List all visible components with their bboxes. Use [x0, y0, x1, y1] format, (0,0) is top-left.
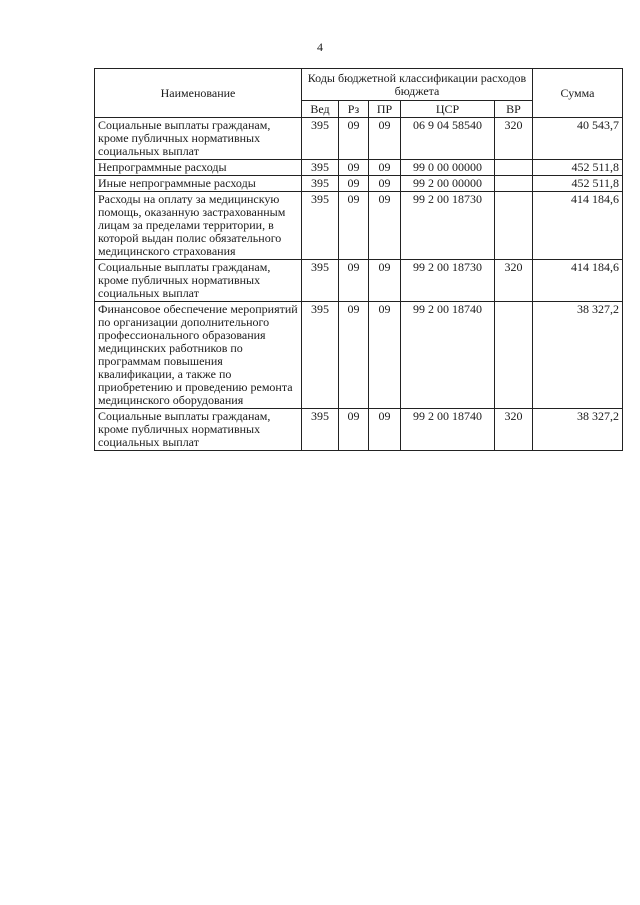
cell-pr: 09	[369, 409, 401, 451]
cell-vr	[495, 160, 533, 176]
cell-name: Социальные выплаты гражданам, кроме публичных нормативных социальных выплат	[95, 260, 302, 302]
cell-csr: 99 2 00 18730	[401, 260, 495, 302]
cell-sum: 452 511,8	[533, 160, 623, 176]
cell-csr: 99 2 00 18740	[401, 409, 495, 451]
table-row	[95, 302, 623, 409]
budget-table	[94, 68, 623, 451]
cell-ved: 395	[302, 192, 339, 260]
cell-name: Социальные выплаты гражданам, кроме публичных нормативных социальных выплат	[95, 118, 302, 160]
cell-vr: 320	[495, 118, 533, 160]
cell-vr: 320	[495, 260, 533, 302]
header-row-top	[95, 69, 623, 101]
cell-name: Финансовое обеспечение мероприятий по организации дополнительного профессионального образования медицинских работников по программам повышения квалификации, а также по приобретению и проведению ремонта медицинского оборудования	[95, 302, 302, 409]
cell-name: Непрограммные расходы	[95, 160, 302, 176]
header-codes-group: Коды бюджетной классификации расходов бюджета	[302, 69, 533, 101]
cell-csr: 99 2 00 18730	[401, 192, 495, 260]
cell-rz: 09	[339, 302, 369, 409]
cell-ved: 395	[302, 176, 339, 192]
cell-csr: 99 0 00 00000	[401, 160, 495, 176]
table-row	[95, 409, 623, 451]
header-csr: ЦСР	[401, 101, 495, 118]
header-name: Наименование	[95, 69, 302, 118]
header-ved: Вед	[302, 101, 339, 118]
cell-pr: 09	[369, 176, 401, 192]
cell-csr: 99 2 00 18740	[401, 302, 495, 409]
header-sum: Сумма	[533, 69, 623, 118]
cell-rz: 09	[339, 409, 369, 451]
table-row	[95, 192, 623, 260]
cell-pr: 09	[369, 160, 401, 176]
cell-sum: 414 184,6	[533, 260, 623, 302]
cell-sum: 38 327,2	[533, 409, 623, 451]
table-row	[95, 160, 623, 176]
cell-csr: 99 2 00 00000	[401, 176, 495, 192]
header-vr: ВР	[495, 101, 533, 118]
cell-vr	[495, 192, 533, 260]
header-pr: ПР	[369, 101, 401, 118]
cell-ved: 395	[302, 118, 339, 160]
header-rz: Рз	[339, 101, 369, 118]
cell-pr: 09	[369, 260, 401, 302]
cell-rz: 09	[339, 160, 369, 176]
cell-name: Иные непрограммные расходы	[95, 176, 302, 192]
cell-rz: 09	[339, 260, 369, 302]
cell-pr: 09	[369, 192, 401, 260]
cell-csr: 06 9 04 58540	[401, 118, 495, 160]
cell-rz: 09	[339, 176, 369, 192]
cell-sum: 414 184,6	[533, 192, 623, 260]
cell-ved: 395	[302, 409, 339, 451]
cell-ved: 395	[302, 302, 339, 409]
table-row	[95, 260, 623, 302]
cell-sum: 38 327,2	[533, 302, 623, 409]
cell-sum: 40 543,7	[533, 118, 623, 160]
cell-pr: 09	[369, 118, 401, 160]
cell-name: Расходы на оплату за медицинскую помощь, оказанную застрахованным лицам за пределами территории, в которой выдан полис обязательного медицинского страхования	[95, 192, 302, 260]
cell-vr	[495, 302, 533, 409]
cell-sum: 452 511,8	[533, 176, 623, 192]
table-row	[95, 176, 623, 192]
table-row	[95, 118, 623, 160]
cell-vr	[495, 176, 533, 192]
cell-name: Социальные выплаты гражданам, кроме публичных нормативных социальных выплат	[95, 409, 302, 451]
cell-vr: 320	[495, 409, 533, 451]
cell-rz: 09	[339, 192, 369, 260]
cell-ved: 395	[302, 160, 339, 176]
cell-ved: 395	[302, 260, 339, 302]
cell-rz: 09	[339, 118, 369, 160]
page-number: 4	[317, 40, 323, 54]
cell-pr: 09	[369, 302, 401, 409]
